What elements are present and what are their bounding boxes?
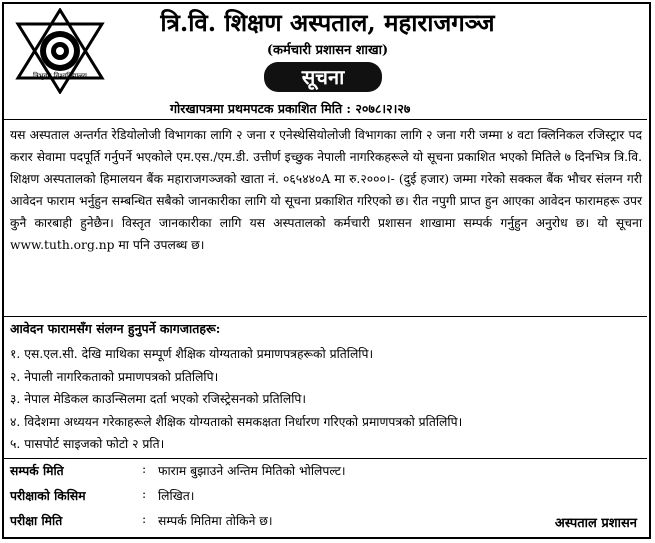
colon: : (142, 512, 147, 526)
list-item: ४. विदेशमा अध्ययन गरेकाहरूले शैक्षिक योग्यताको समकक्षता निर्धारण गरिएको प्रमाणपत्रको प्रतिलिपि। (10, 414, 463, 429)
divider-top (4, 119, 647, 120)
exam-type-label: परीक्षाको किसिम (10, 488, 86, 503)
org-title: त्रि.वि. शिक्षण अस्पताल, महाराजगञ्ज (160, 8, 495, 37)
exam-date-label: परीक्षा मिति (10, 513, 63, 528)
documents-heading: आवेदन फारामसँग संलग्न हुनुपर्ने कागजातहरू: (10, 321, 221, 336)
department-subtitle: (कर्मचारी प्रशासन शाखा) (266, 43, 389, 58)
list-item: ३. नेपाल मेडिकल काउन्सिलमा दर्ता भएको रजिस्ट्रेसनको प्रतिलिपि। (10, 392, 307, 407)
contact-date-value: फाराम बुझाउने अन्तिम मितिको भोलिपल्ट। (158, 464, 346, 478)
documents-list (10, 343, 640, 456)
exam-type-value: लिखित। (158, 489, 195, 503)
divider-info (4, 458, 647, 459)
publication-date: गोरखापत्रमा प्रथमपटक प्रकाशित मिति : २०७८।२।२७ (170, 101, 411, 116)
list-item: ५. पासपोर्ट साइजको फोटो २ प्रति। (10, 437, 165, 452)
list-item: २. नेपाली नागरिकताको प्रमाणपत्रको प्रतिलिपि। (10, 369, 219, 384)
contact-date-label: सम्पर्क मिति (10, 463, 64, 478)
colon: : (142, 462, 147, 476)
colon: : (142, 487, 147, 501)
exam-date-value: सम्पर्क मितिमा तोकिने छ। (158, 514, 273, 528)
signature: अस्पताल प्रशासन (554, 516, 637, 531)
notice-badge: सूचना (264, 62, 382, 92)
list-item: १. एस.एल.सी. देखि माथिका सम्पूर्ण शैक्षिक योग्यताको प्रमाणपत्रहरूको प्रतिलिपि। (10, 347, 374, 361)
emblem-caption: त्रिभुवन विश्वविद्यालय (33, 72, 87, 80)
divider-middle (4, 316, 647, 317)
notice-paragraph: यस अस्पताल अन्तर्गत रेडियोलोजी विभागका लागि २ जना र एनेस्थेसियोलोजी विभागका लागि २ जना गरी जम्मा ४ वटा क्लिनिकल रजिस्ट्रार पद करार सेवामा पदपूर्ति गर्नुपर्ने भएकोले एम.एस./एम.डी. उत्तीर्ण इच्छुक नेपाली नागरिकहरूले यो सूचना प्रकाशित भएको मितिले ७ दिनभित्र त्रि.वि. शिक्षण अस्पतालको हिमालयन बैंक महाराजगञ्जको खाता नं. ०६५४४०A मा रु.२०००।- (दुई हजार) जम्मा गरेको सक्कल बैंक भौचर संलग्न गरी आवेदन फाराम भर्नुहुन सम्बन्धित सबैको जानकारीका लागि यो सूचना प्रकाशित गरिएको छ। रीत नपुगी प्राप्त हुन आएका आवेदन फारामहरू उपर कुनै कारबाही हुनेछैन। विस्तृत जानकारीका लागि यस अस्पतालको कर्मचारी प्रशासन शाखामा सम्पर्क गर्नुहुन अनुरोध छ। यो सूचना www.tuth.org.np मा पनि उपलब्ध छ। (10, 128, 642, 252)
